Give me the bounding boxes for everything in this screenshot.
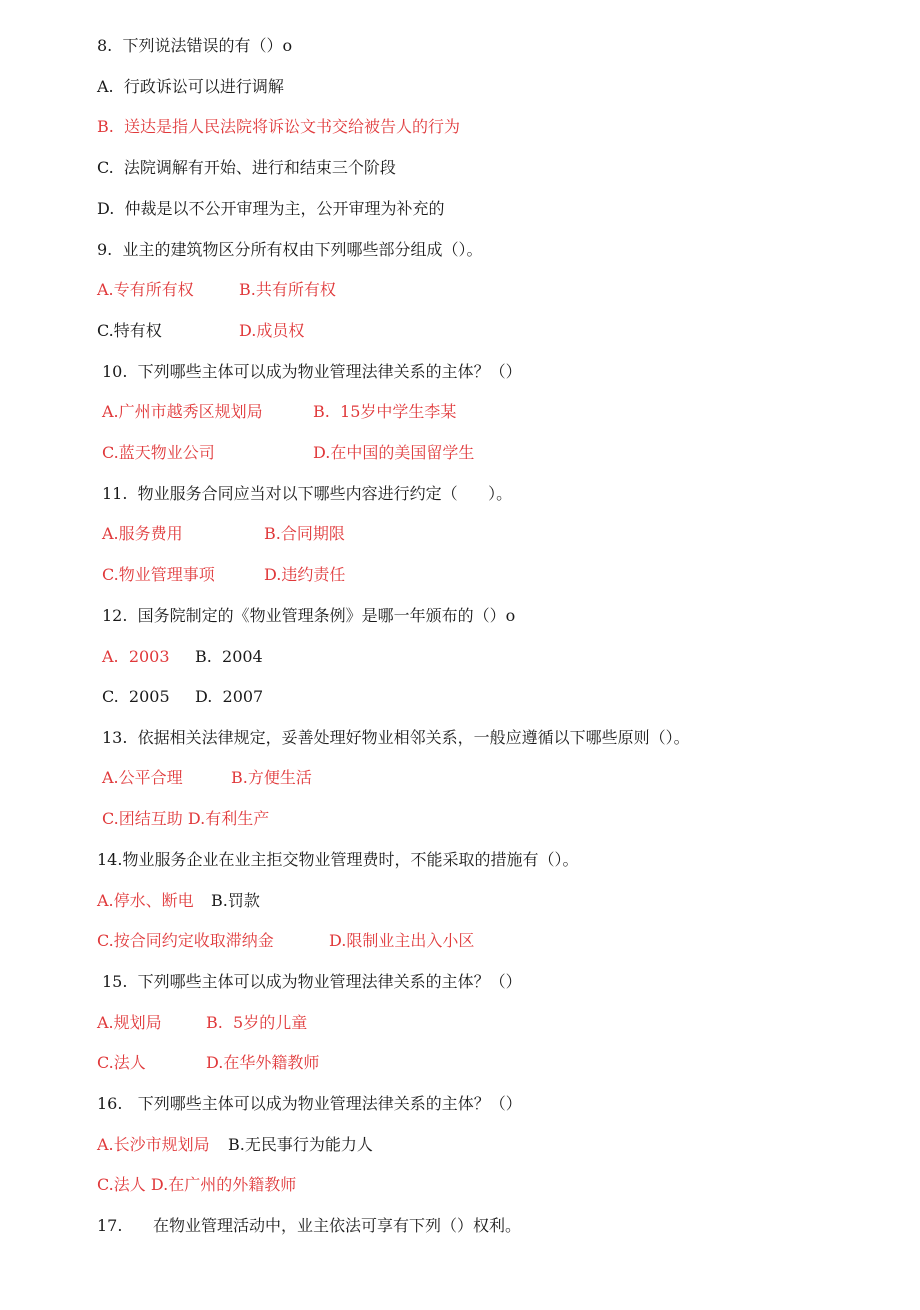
question-9-option-a: A.专有所有权 (97, 280, 194, 299)
question-14-option-c: C.按合同约定收取滞纳金 (97, 931, 274, 950)
question-12-option-c: C. 2005 (102, 687, 170, 706)
question-13-option-b: B.方便生活 (231, 768, 312, 787)
question-10-option-c: C.蓝天物业公司 (102, 443, 215, 462)
question-15-option-d: D.在华外籍教师 (206, 1053, 320, 1072)
question-10-row-1 (102, 402, 602, 422)
question-9-stem: 9. 业主的建筑物区分所有权由下列哪些部分组成（）。 (97, 240, 483, 259)
question-10-stem: 10. 下列哪些主体可以成为物业管理法律关系的主体？（） (102, 362, 522, 381)
question-14-option-d: D.限制业主出入小区 (329, 931, 475, 950)
question-15-option-b: B. 5岁的儿童 (206, 1013, 308, 1032)
question-12-option-d: D. 2007 (195, 687, 264, 706)
question-9-row-1 (97, 280, 497, 300)
question-11-option-a: A.服务费用 (102, 524, 183, 543)
question-9-option-d: D.成员权 (239, 321, 305, 340)
question-10-option-a: A.广州市越秀区规划局 (102, 402, 263, 421)
question-12-row-2 (102, 687, 402, 707)
question-8-option-d: D. 仲裁是以不公开审理为主，公开审理为补充的 (97, 199, 445, 218)
question-14-row-2 (97, 931, 597, 951)
question-11-row-2 (102, 565, 502, 585)
question-14-stem: 14.物业服务企业在业主拒交物业管理费时，不能采取的措施有（）。 (97, 850, 579, 869)
question-10-option-d: D.在中国的美国留学生 (313, 443, 475, 462)
question-11-option-c: C.物业管理事项 (102, 565, 215, 584)
question-15-row-1 (97, 1013, 497, 1033)
question-16-option-a: A.长沙市规划局 (97, 1135, 210, 1154)
question-8-stem: 8. 下列说法错误的有（）o (97, 36, 293, 55)
question-16-stem: 16. 下列哪些主体可以成为物业管理法律关系的主体？（） (97, 1094, 522, 1113)
question-16-row-1 (97, 1135, 497, 1155)
question-13-row-1 (102, 768, 502, 788)
question-14-option-b: B.罚款 (211, 891, 260, 910)
question-9-row-2 (97, 321, 497, 341)
question-11-row-1 (102, 524, 502, 544)
question-8-option-a: A. 行政诉讼可以进行调解 (97, 77, 284, 96)
question-12-row-1 (102, 647, 402, 667)
question-11-option-b: B.合同期限 (264, 524, 345, 543)
question-10-option-b: B. 15岁中学生李某 (313, 402, 457, 421)
question-15-stem: 15. 下列哪些主体可以成为物业管理法律关系的主体？（） (102, 972, 522, 991)
question-16-option-b: B.无民事行为能力人 (228, 1135, 373, 1154)
question-14-row-1 (97, 891, 497, 911)
question-12-option-b: B. 2004 (195, 647, 263, 666)
question-17-stem: 17. 在物业管理活动中，业主依法可享有下列（）权利。 (97, 1216, 521, 1235)
question-16-option-c-d: C.法人 D.在广州的外籍教师 (97, 1175, 297, 1194)
question-13-option-c-d: C.团结互助 D.有利生产 (102, 809, 270, 828)
question-13-stem: 13. 依据相关法律规定，妥善处理好物业相邻关系，一般应遵循以下哪些原则（）。 (102, 728, 690, 747)
question-8-option-c: C. 法院调解有开始、进行和结束三个阶段 (97, 158, 396, 177)
question-11-stem: 11. 物业服务合同应当对以下哪些内容进行约定（ ）。 (102, 484, 513, 503)
question-15-option-c: C.法人 (97, 1053, 146, 1072)
question-14-option-a: A.停水、断电 (97, 891, 194, 910)
question-8-option-b: B. 送达是指人民法院将诉讼文书交给被告人的行为 (97, 117, 461, 136)
question-12-option-a: A. 2003 (102, 647, 170, 666)
question-10-row-2 (102, 443, 602, 463)
question-9-option-c: C.特有权 (97, 321, 162, 340)
question-12-stem: 12. 国务院制定的《物业管理条例》是哪一年颁布的（）o (102, 606, 516, 625)
question-15-option-a: A.规划局 (97, 1013, 162, 1032)
question-11-option-d: D.违约责任 (264, 565, 346, 584)
question-15-row-2 (97, 1053, 497, 1073)
question-9-option-b: B.共有所有权 (239, 280, 336, 299)
question-13-option-a: A.公平合理 (102, 768, 183, 787)
